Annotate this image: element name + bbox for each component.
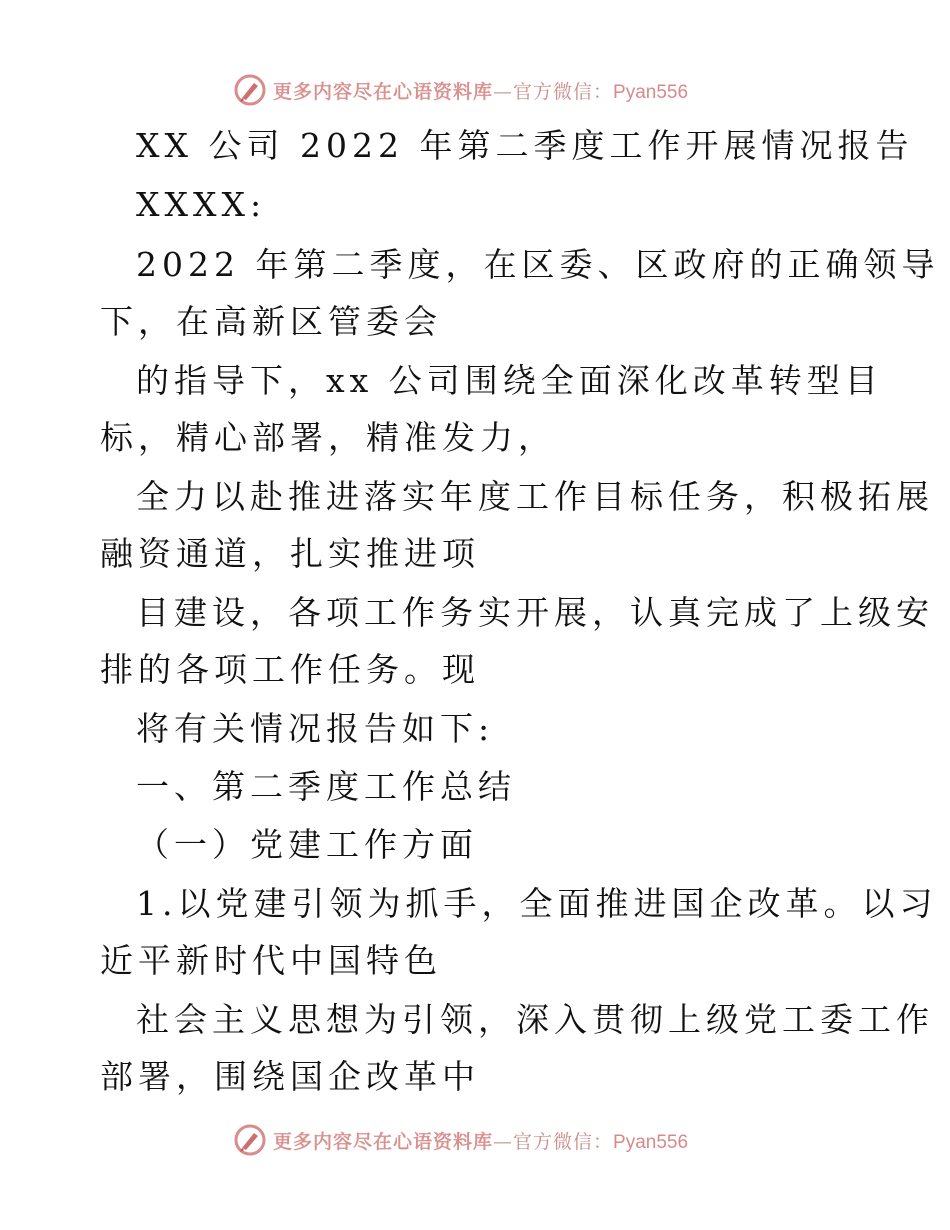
watermark-separator: — <box>493 80 514 103</box>
paragraph-line: 标，精心部署，精准发力， <box>100 418 556 457</box>
watermark-main-text: 更多内容尽在心语资料库 <box>273 1130 494 1153</box>
watermark-main-text: 更多内容尽在心语资料库 <box>273 80 494 103</box>
paragraph-line: 全力以赴推进落实年度工作目标任务，积极拓展 <box>136 477 934 516</box>
watermark-wechat-id: Pyan556 <box>613 81 689 103</box>
watermark-tail-text: 官方微信： <box>513 1130 614 1153</box>
paragraph-line: 部署，围绕国企改革中 <box>100 1057 480 1096</box>
watermark-header <box>233 72 688 108</box>
paragraph-line: 的指导下，xx 公司围绕全面深化改革转型目 <box>136 361 883 400</box>
watermark-tail-text: 官方微信： <box>513 80 614 103</box>
paragraph-line: 融资通道，扎实推进项 <box>100 534 480 573</box>
paragraph-line: 1.以党建引领为抓手，全面推进国企改革。以习 <box>136 884 938 923</box>
document-title: XX 公司 2022 年第二季度工作开展情况报告 <box>136 126 914 165</box>
paragraph-line: 近平新时代中国特色 <box>100 941 442 980</box>
subsection-heading: （一）党建工作方面 <box>136 825 478 864</box>
section-heading: 一、第二季度工作总结 <box>136 767 516 806</box>
watermark-footer <box>233 1122 688 1158</box>
pen-logo-icon <box>233 1123 267 1157</box>
paragraph-line: 下，在高新区管委会 <box>100 302 442 341</box>
paragraph-line: 社会主义思想为引领，深入贯彻上级党工委工作 <box>136 1000 934 1039</box>
watermark-separator: — <box>493 1130 514 1153</box>
paragraph-line: 将有关情况报告如下: <box>136 709 495 748</box>
paragraph-line: 目建设，各项工作务实开展，认真完成了上级安 <box>136 593 934 632</box>
paragraph-line: 2022 年第二季度，在区委、区政府的正确领导 <box>136 245 940 284</box>
salutation: XXXX: <box>136 185 267 224</box>
pen-logo-icon <box>233 73 267 107</box>
watermark-wechat-id: Pyan556 <box>613 1131 689 1153</box>
paragraph-line: 排的各项工作任务。现 <box>100 650 480 689</box>
